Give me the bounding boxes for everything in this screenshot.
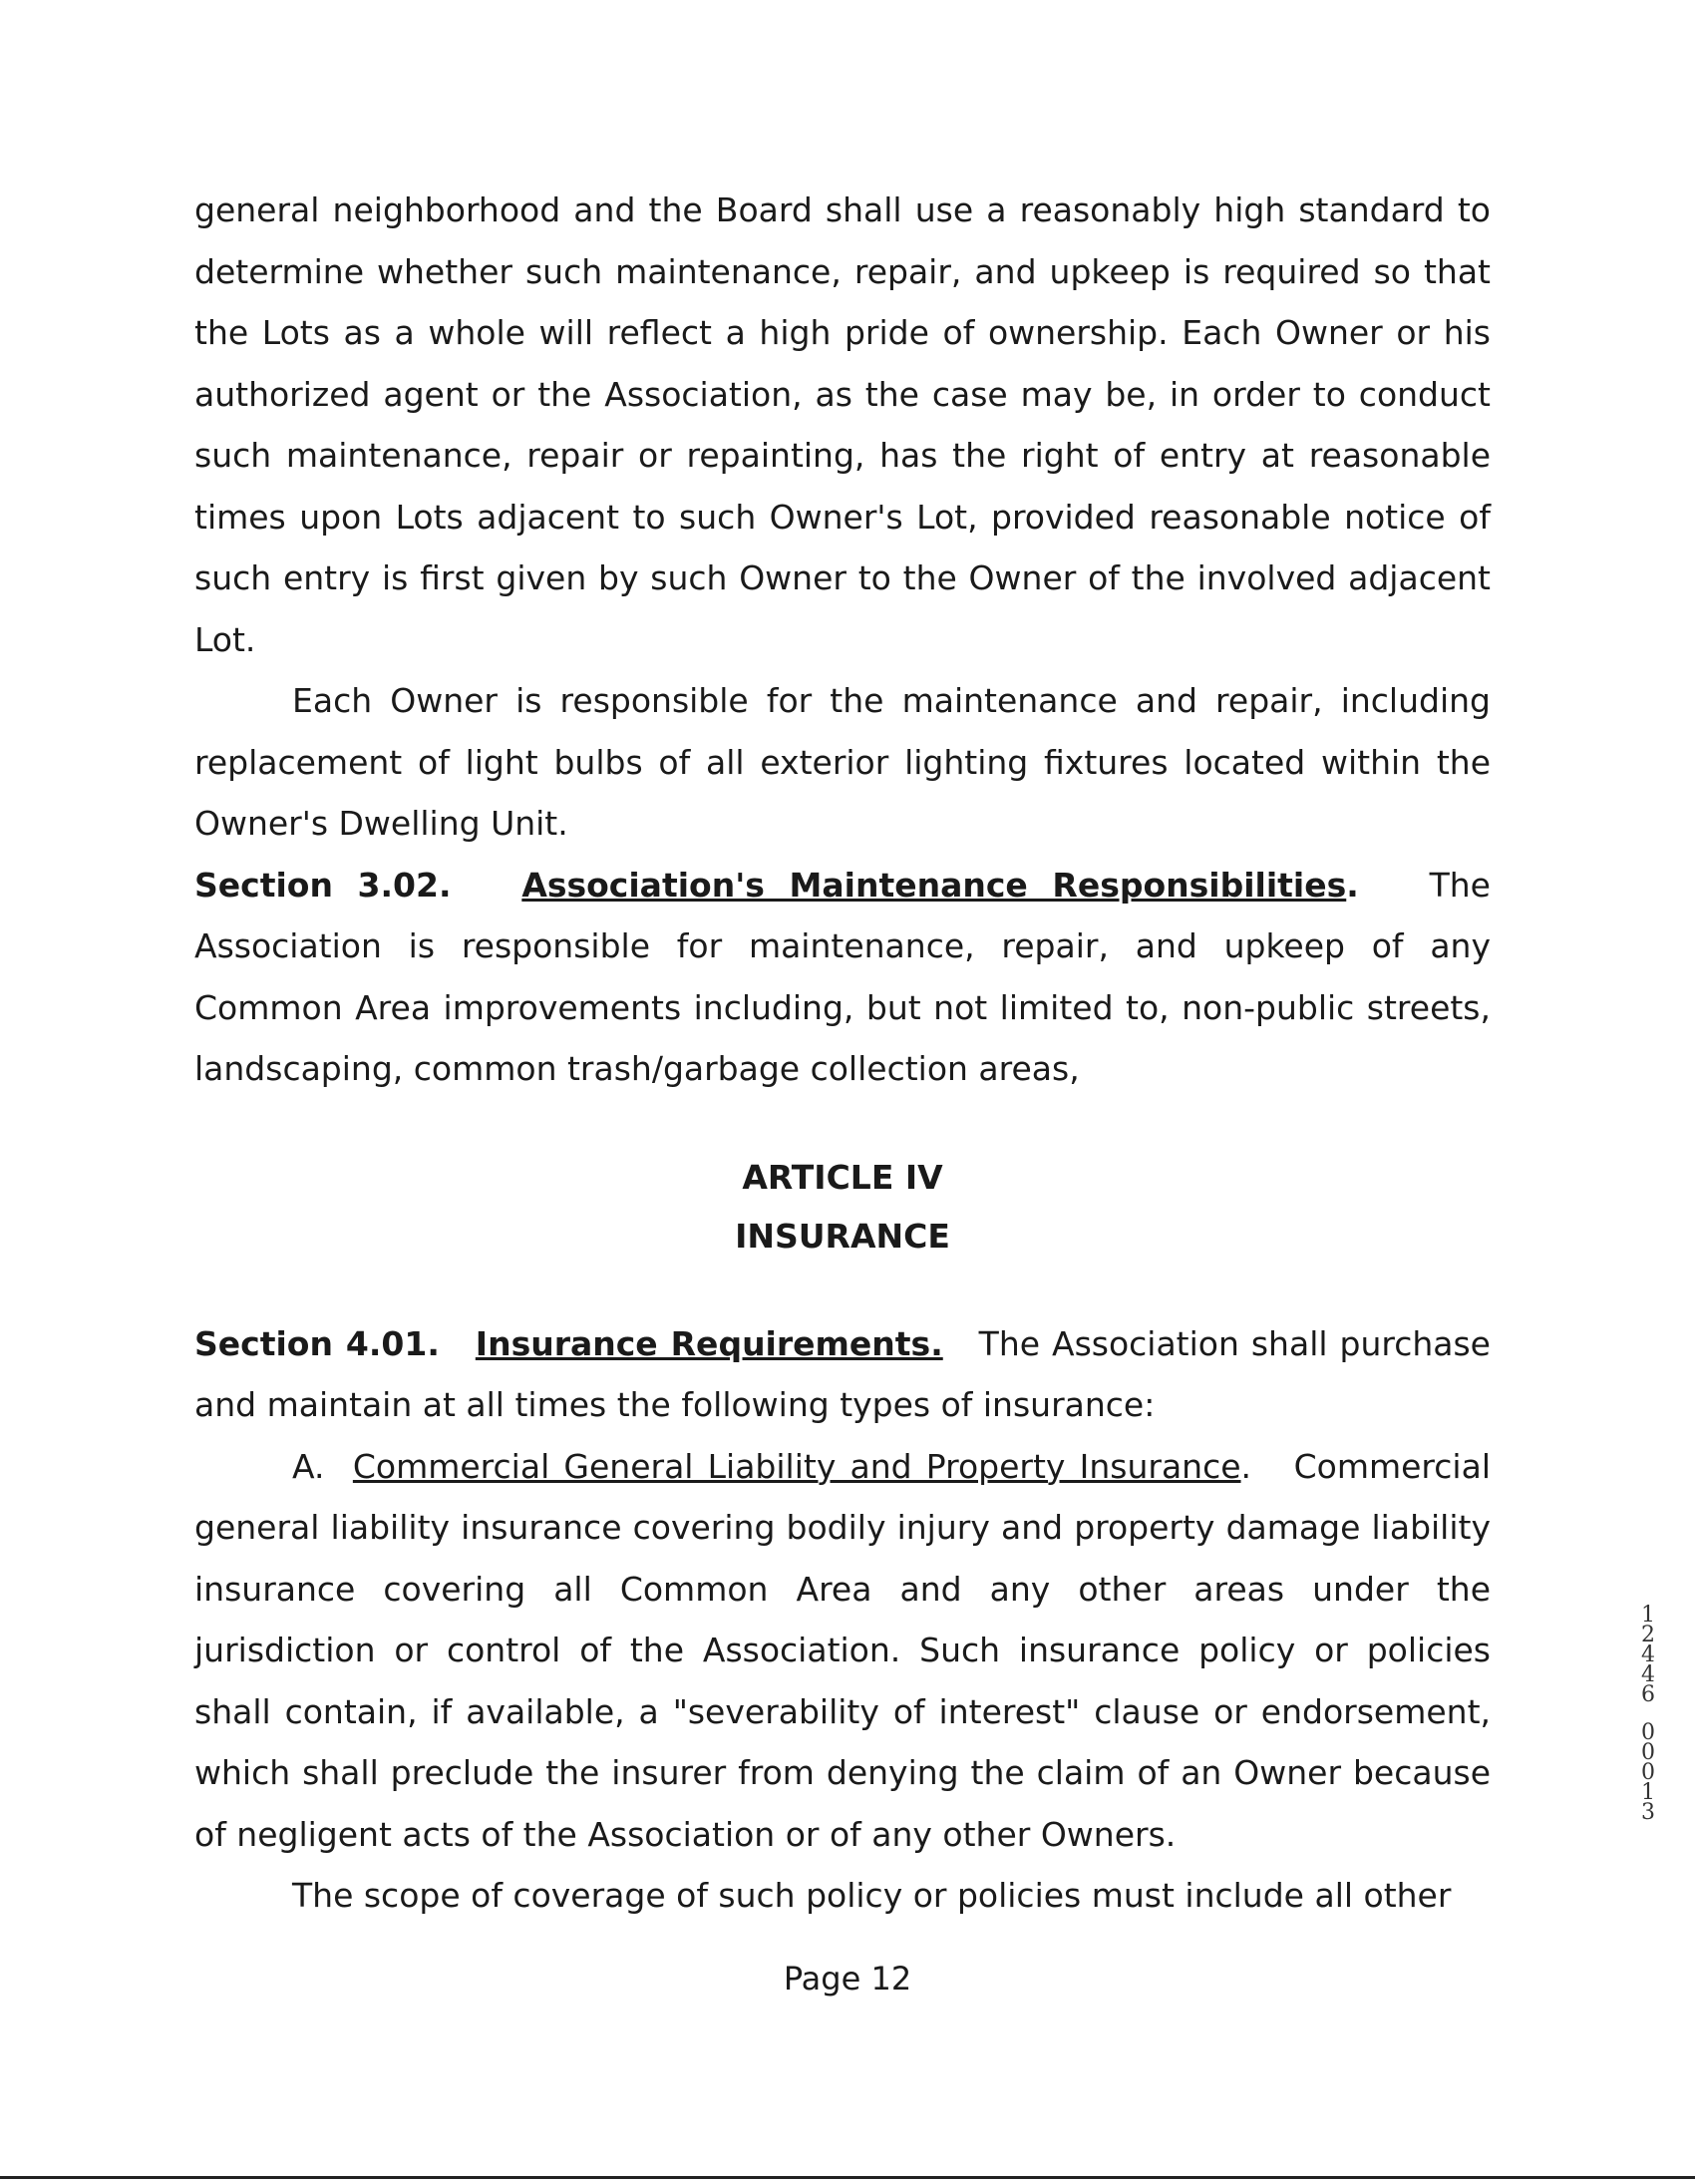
section-3-02-number: Section 3.02. xyxy=(194,865,452,905)
section-3-02-title: Association's Maintenance Responsibilities xyxy=(521,865,1347,905)
item-a-letter: A. xyxy=(292,1446,325,1486)
stamp-digit: 6 xyxy=(1641,1682,1655,1707)
section-4-01-text: The Association shall purchase and maintain at all times the following types of insurance: xyxy=(194,1323,1491,1424)
section-4-01-number: Section 4.01. xyxy=(194,1323,440,1363)
stamp-digit: 2 xyxy=(1641,1623,1655,1647)
stamp-digit: 0 xyxy=(1641,1740,1655,1765)
article-heading xyxy=(194,1148,1491,1266)
article-title: INSURANCE xyxy=(735,1216,950,1256)
item-a-title-period: . xyxy=(1240,1446,1252,1486)
paragraph-scope-of-coverage: The scope of coverage of such policy or policies must include all other xyxy=(292,1876,1452,1915)
scan-bottom-edge xyxy=(0,2176,1695,2179)
stamp-digit: 1 xyxy=(1641,1780,1655,1805)
item-a-title: Commercial General Liability and Property Insurance xyxy=(352,1446,1241,1486)
section-4-01 xyxy=(194,1313,1491,1436)
article-label: ARTICLE IV xyxy=(742,1157,943,1197)
item-a xyxy=(194,1436,1491,1866)
stamp-digit: 4 xyxy=(1641,1642,1655,1667)
stamp-digit: 0 xyxy=(1641,1720,1655,1745)
stamp-digit: 3 xyxy=(1641,1800,1655,1825)
section-3-02-title-period: . xyxy=(1346,865,1359,905)
paragraph-maintenance-standard: general neighborhood and the Board shall use a reasonably high standard to determine whether such maintenance, repair, and upkeep is required so that the Lots as a whole will reflect a high pride of ownership. Each Owner or his authorized agent or the Association, as the case may be, in order to conduct such maintenance, repair or repainting, has the right of entry at reasonable times upon Lots adjacent to such Owner's Lot, provided reasonable notice of such entry is first given by such Owner to the Owner of the involved adjacent Lot. xyxy=(194,190,1491,659)
item-a-text: Commercial general liability insurance covering bodily injury and property damage liability insurance covering all Common Area and any other areas under the jurisdiction or control of the Association. Such insurance policy or policies shall contain, if available, a "severability of interest" clause or endorsement, which shall preclude the insurer from denying the claim of an Owner because of negligent acts of the Association or of any other Owners. xyxy=(194,1446,1491,1854)
section-4-01-title: Insurance Requirements. xyxy=(475,1323,943,1363)
recording-stamp xyxy=(1635,1603,1661,1825)
stamp-digit: 4 xyxy=(1641,1662,1655,1687)
paragraph-owner-lighting: Each Owner is responsible for the maintenance and repair, including replacement of light bulbs of all exterior lighting fixtures located within the Owner's Dwelling Unit. xyxy=(194,681,1491,843)
stamp-digit: 1 xyxy=(1641,1603,1655,1628)
section-3-02-text: The Association is responsible for maintenance, repair, and upkeep of any Common Area improvements including, but not limited to, non-public streets, landscaping, common trash/garbage collection areas, xyxy=(194,865,1491,1088)
section-3-02 xyxy=(194,855,1491,1100)
document-body xyxy=(194,180,1491,1927)
stamp-digit: 0 xyxy=(1641,1760,1655,1785)
page-number: Page 12 xyxy=(783,1960,912,1998)
